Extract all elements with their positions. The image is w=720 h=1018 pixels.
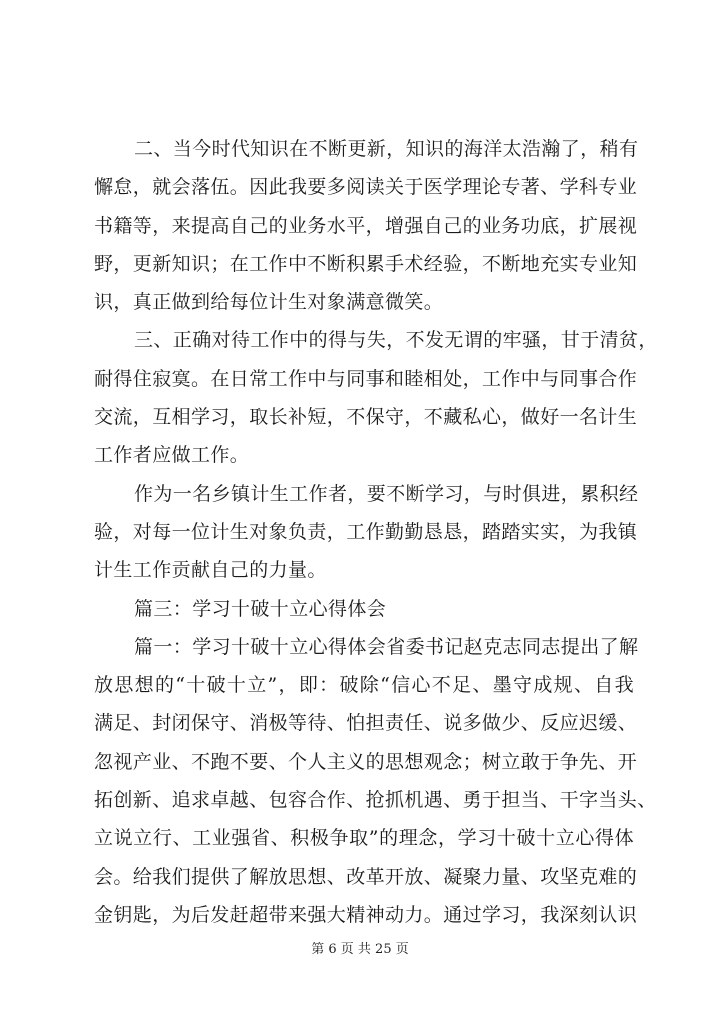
text-line: 懈怠，就会落伍。因此我要多阅读关于医学理论专著、学科专业 (94, 176, 638, 199)
text-line: 篇一：学习十破十立心得体会省委书记赵克志同志提出了解 (134, 635, 639, 658)
text-line: 会。给我们提供了解放思想、改革开放、凝聚力量、攻坚克难的 (94, 865, 638, 888)
text-line: 金钥匙，为后发赶超带来强大精神动力。通过学习，我深刻认识 (94, 903, 638, 926)
section-heading: 篇三：学习十破十立心得体会 (134, 597, 387, 620)
text-line: 立说立行、工业强省、积极争取”的理念，学习十破十立心得体 (94, 827, 634, 850)
text-line: 野，更新知识；在工作中不断积累手术经验，不断地充实专业知 (94, 252, 638, 275)
text-line: 拓创新、追求卓越、包容合作、抢抓机遇、勇于担当、干字当头、 (94, 789, 657, 812)
page-number-label: 第 6 页 共 25 页 (311, 942, 409, 957)
text-line: 二、当今时代知识在不断更新，知识的海洋太浩瀚了，稍有 (134, 138, 639, 160)
text-line: 三、正确对待工作中的得与失，不发无谓的牢骚，甘于清贫， (134, 329, 658, 352)
document-body (94, 130, 658, 934)
page-footer (0, 938, 720, 957)
text-line: 计生工作贡献自己的力量。 (94, 559, 327, 582)
text-line: 忽视产业、不跑不要、个人主义的思想观念；树立敢于争先、开 (94, 750, 638, 773)
text-line: 交流，互相学习，取长补短，不保守，不藏私心，做好一名计生 (94, 406, 638, 429)
text-line: 耐得住寂寞。在日常工作中与同事和睦相处，工作中与同事合作 (94, 367, 638, 390)
text-line: 满足、封闭保守、消极等待、怕担责任、说多做少、反应迟缓、 (94, 712, 638, 735)
text-line: 书籍等，来提高自己的业务水平，增强自己的业务功底，扩展视 (94, 214, 638, 237)
text-line: 工作者应做工作。 (94, 444, 250, 467)
text-line: 作为一名乡镇计生工作者，要不断学习，与时俱进，累积经 (134, 482, 639, 505)
text-line: 识，真正做到给每位计生对象满意微笑。 (94, 291, 444, 314)
text-line: 验，对每一位计生对象负责，工作勤勤恳恳，踏踏实实，为我镇 (94, 520, 638, 543)
text-line: 放思想的“十破十立”，即：破除“信心不足、墨守成规、自我 (94, 674, 634, 697)
